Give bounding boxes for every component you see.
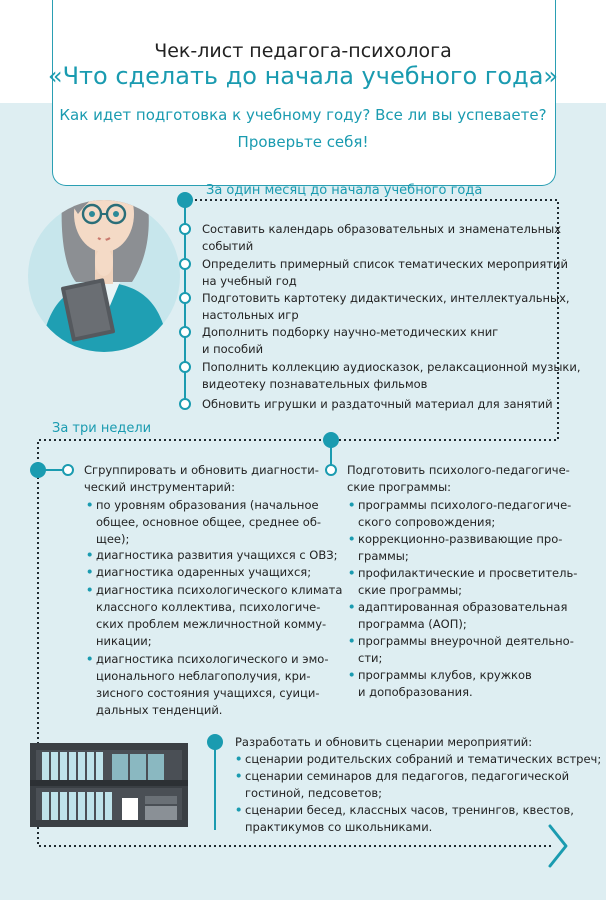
list-item: • программы клубов, кружков и допобразования. <box>348 667 532 701</box>
list-item: • сценарии бесед, классных часов, тренингов, квестов, практикумов со школьниками. <box>235 802 574 836</box>
list-item: • диагностика психологического климата классного коллектива, психологиче- ских проблем межличностной комму- никации; <box>86 582 342 650</box>
list-item: • по уровням образования (начальное общее, основное общее, среднее об- щее); <box>86 497 321 548</box>
list-item: • программы внеурочной деятельно- сти; <box>348 633 574 667</box>
list-item: • диагностика психологического и эмо- ционального неблагополучия, кри- зисного состояния учащихся, суици- дальных тенденций. <box>86 651 328 719</box>
list-item: Определить примерный список тематических мероприятий на учебный год <box>202 257 568 288</box>
diagnostics-heading: Сгруппировать и обновить диагности- ческий инструментарий: <box>84 463 319 494</box>
list-item: Подготовить картотеку дидактических, интеллектуальных, настольных игр <box>202 291 570 322</box>
list-item: • диагностика развития учащихся с ОВЗ; <box>86 547 338 564</box>
list-item: • коррекционно-развивающие про- граммы; <box>348 531 562 565</box>
intro-question: Как идет подготовка к учебному году? Все ли вы успеваете? <box>59 106 547 124</box>
list-item: • программы психолого-педагогиче- ского сопровождения; <box>348 497 571 531</box>
page-subtitle: «Что сделать до начала учебного года» <box>47 62 559 90</box>
page-title: Чек-лист педагога-психолога <box>154 40 452 62</box>
list-item: • сценарии семинаров для педагогов, педагогической гостиной, педсоветов; <box>235 768 569 802</box>
intro-check: Проверьте себя! <box>237 133 369 151</box>
list-item: • сценарии родительских собраний и тематических встреч; <box>235 751 601 768</box>
list-item: • профилактические и просветитель- ские программы; <box>348 565 577 599</box>
section-weeks-title: За три недели <box>52 421 152 436</box>
list-item: • диагностика одаренных учащихся; <box>86 564 311 581</box>
scenarios-heading: Разработать и обновить сценарии мероприятий: <box>235 735 533 749</box>
list-item: Обновить игрушки и раздаточный материал для занятий <box>202 397 553 411</box>
section-month-title: За один месяц до начала учебного года <box>206 183 483 198</box>
list-item: Пополнить коллекцию аудиосказок, релаксационной музыки, видеотеку познавательных фильмов <box>202 360 581 391</box>
list-item: Дополнить подборку научно-методических книг и пособий <box>202 325 499 356</box>
list-item: • адаптированная образовательная программа (АОП); <box>348 599 567 633</box>
programs-heading: Подготовить психолого-педагогиче- ские программы: <box>347 463 570 494</box>
list-item: Составить календарь образовательных и знаменательных событий <box>202 222 562 253</box>
